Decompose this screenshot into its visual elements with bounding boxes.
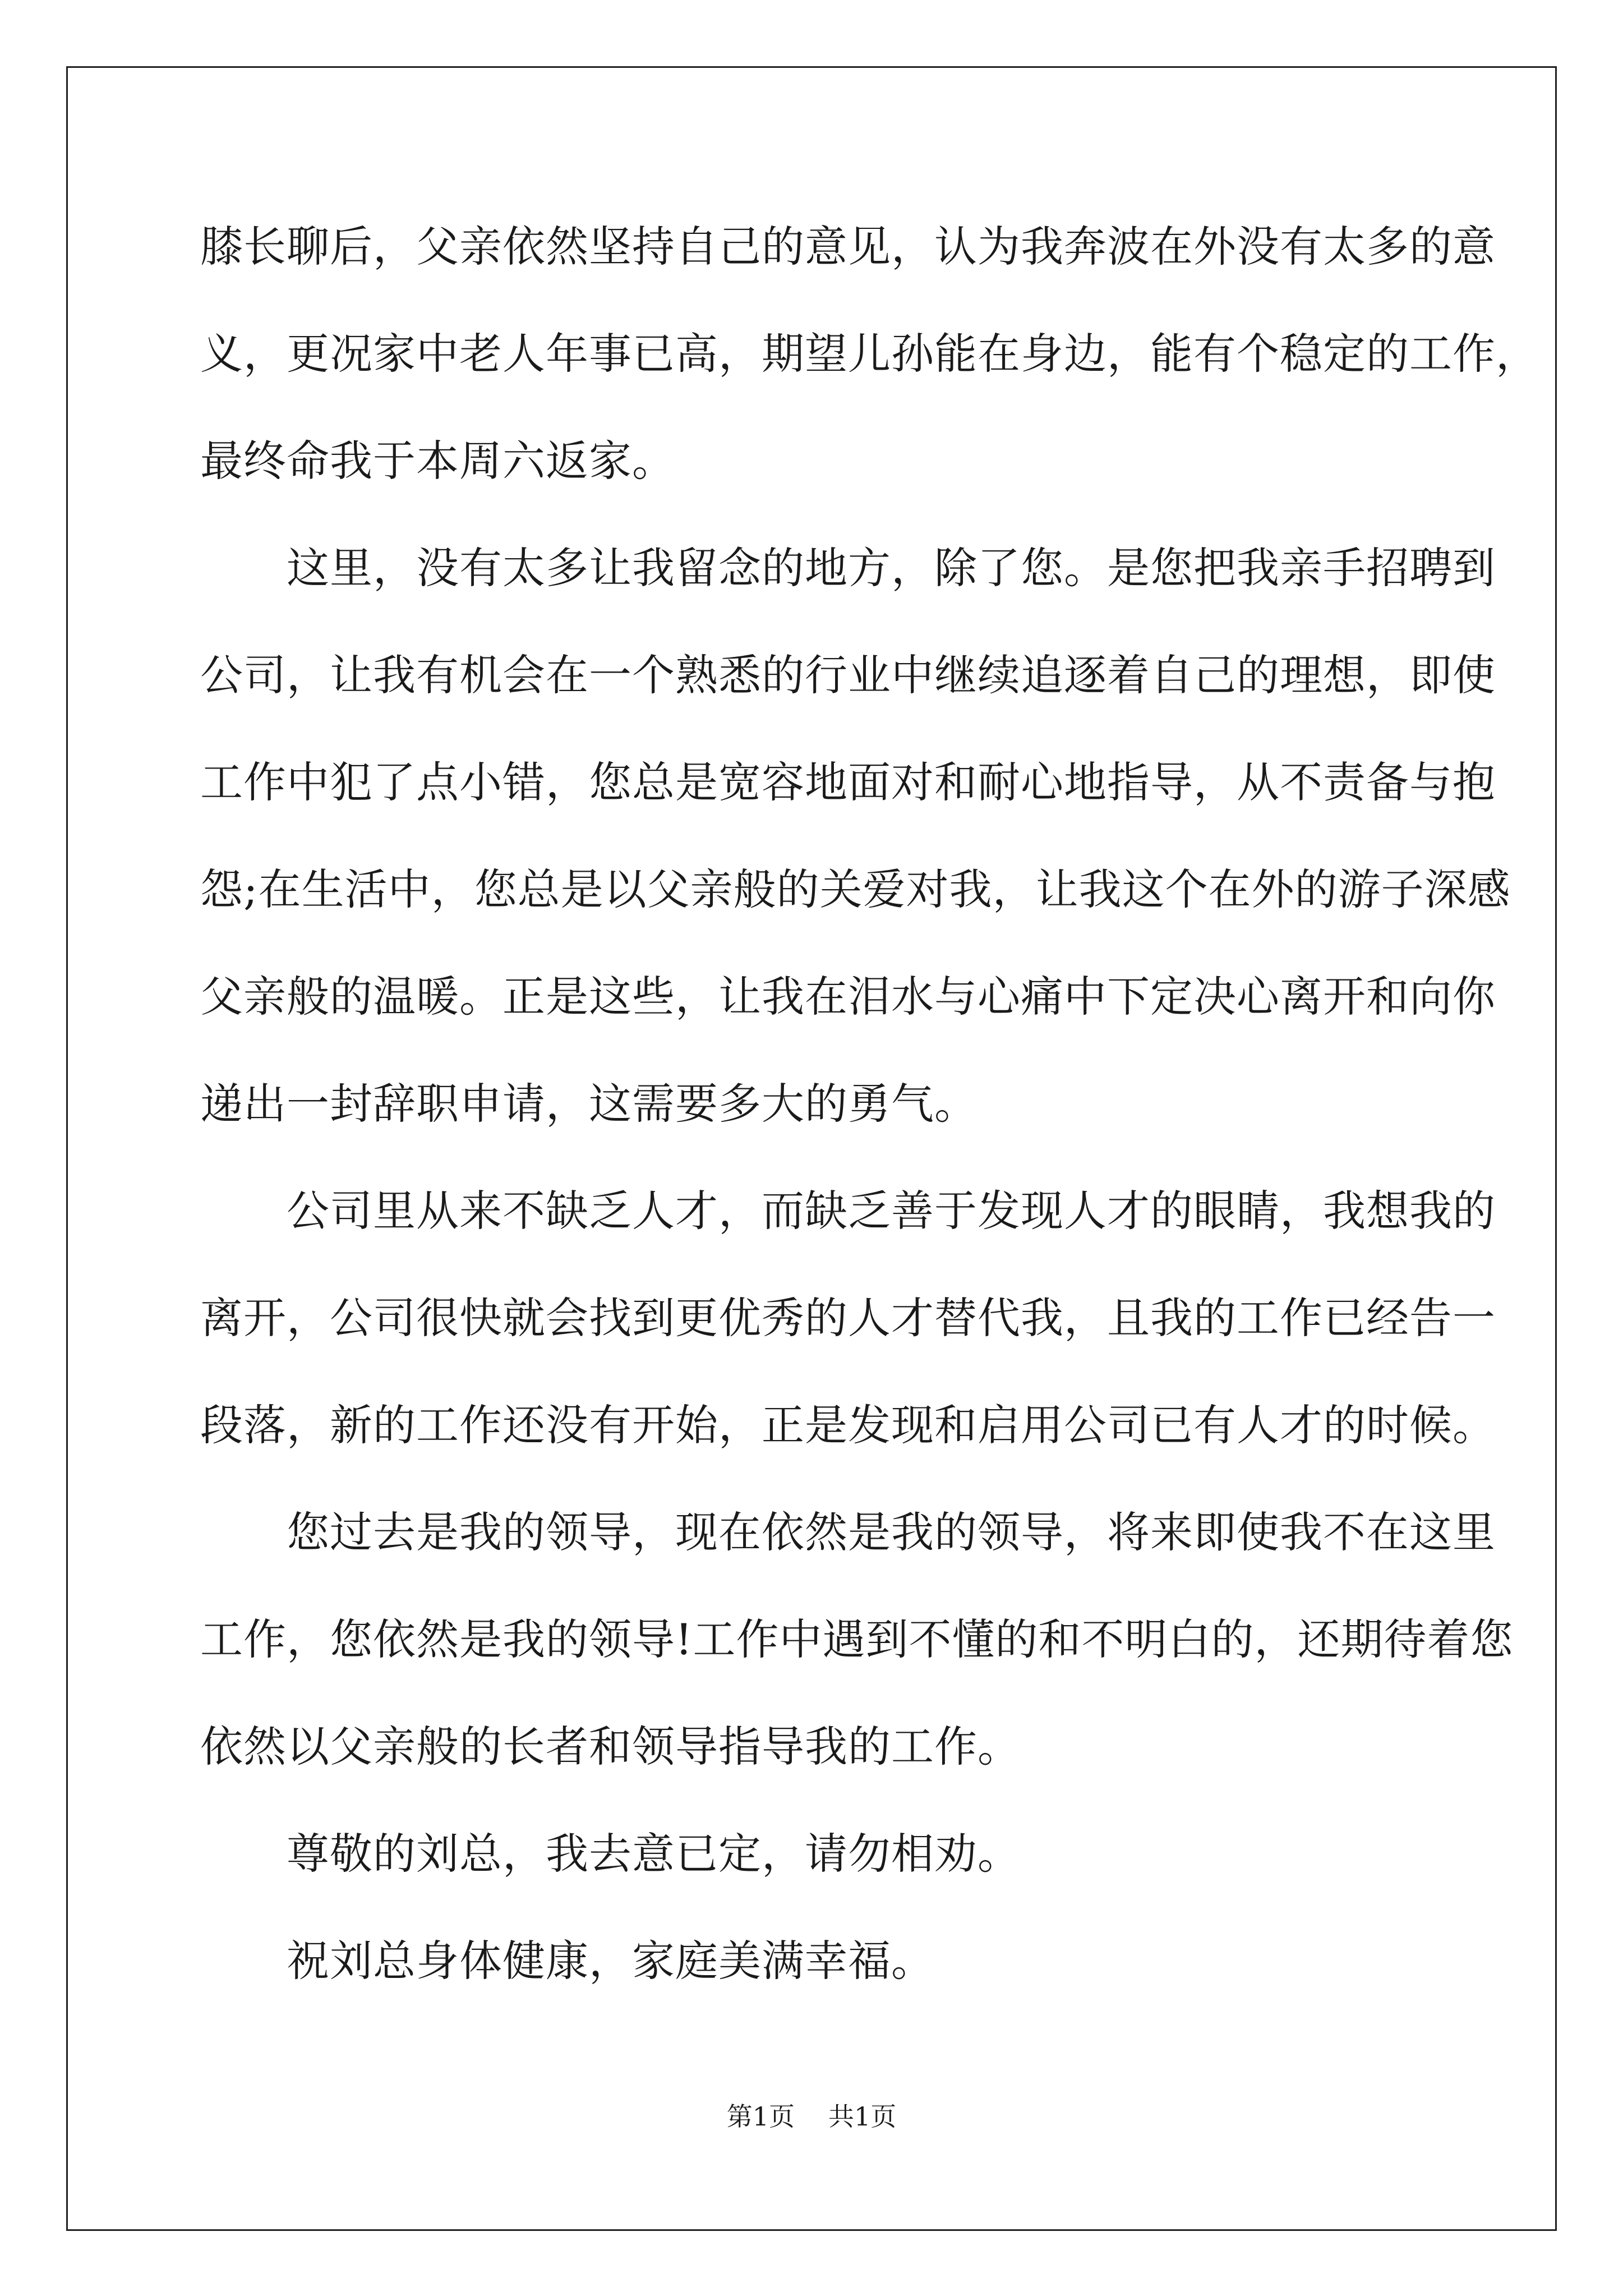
- page-frame: [66, 66, 1557, 2231]
- text-line: 依然以父亲般的长者和领导指导我的工作。: [200, 1722, 1021, 1772]
- text-line: 公司里从来不缺乏人才，而缺乏善于发现人才的眼睛，我想我的: [200, 1186, 1496, 1236]
- text-line: 膝长聊后，父亲依然坚持自己的意见，认为我奔波在外没有太多的意: [200, 222, 1496, 272]
- text-line: 公司，让我有机会在一个熟悉的行业中继续追逐着自己的理想，即使: [200, 650, 1496, 700]
- text-line: 义，更况家中老人年事已高，期望儿孙能在身边，能有个稳定的工作，: [200, 329, 1539, 379]
- text-line: 怨;在生活中，您总是以父亲般的关爱对我，让我这个在外的游子深感: [200, 864, 1511, 914]
- text-line: 离开，公司很快就会找到更优秀的人才替代我，且我的工作已经告一: [200, 1293, 1496, 1343]
- text-line: 尊敬的刘总，我去意已定，请勿相劝。: [200, 1829, 1021, 1879]
- text-line: 段落，新的工作还没有开始，正是发现和启用公司已有人才的时候。: [200, 1400, 1496, 1450]
- page-number: 第1页: [726, 2101, 795, 2132]
- text-line: 递出一封辞职申请，这需要多大的勇气。: [200, 1079, 978, 1129]
- page-footer: [0, 2101, 1623, 2132]
- page-total: 共1页: [828, 2101, 897, 2132]
- text-line: 工作，您依然是我的领导!工作中遇到不懂的和不明白的，还期待着您: [200, 1614, 1514, 1664]
- text-line: 父亲般的温暖。正是这些，让我在泪水与心痛中下定决心离开和向你: [200, 972, 1496, 1022]
- text-line: 祝刘总身体健康，家庭美满幸福。: [200, 1936, 934, 1986]
- text-line: 最终命我于本周六返家。: [200, 436, 675, 486]
- text-line: 您过去是我的领导，现在依然是我的领导，将来即使我不在这里: [200, 1507, 1496, 1557]
- text-line: 工作中犯了点小错，您总是宽容地面对和耐心地指导，从不责备与抱: [200, 757, 1496, 807]
- text-line: 这里，没有太多让我留念的地方，除了您。是您把我亲手招聘到: [200, 543, 1496, 593]
